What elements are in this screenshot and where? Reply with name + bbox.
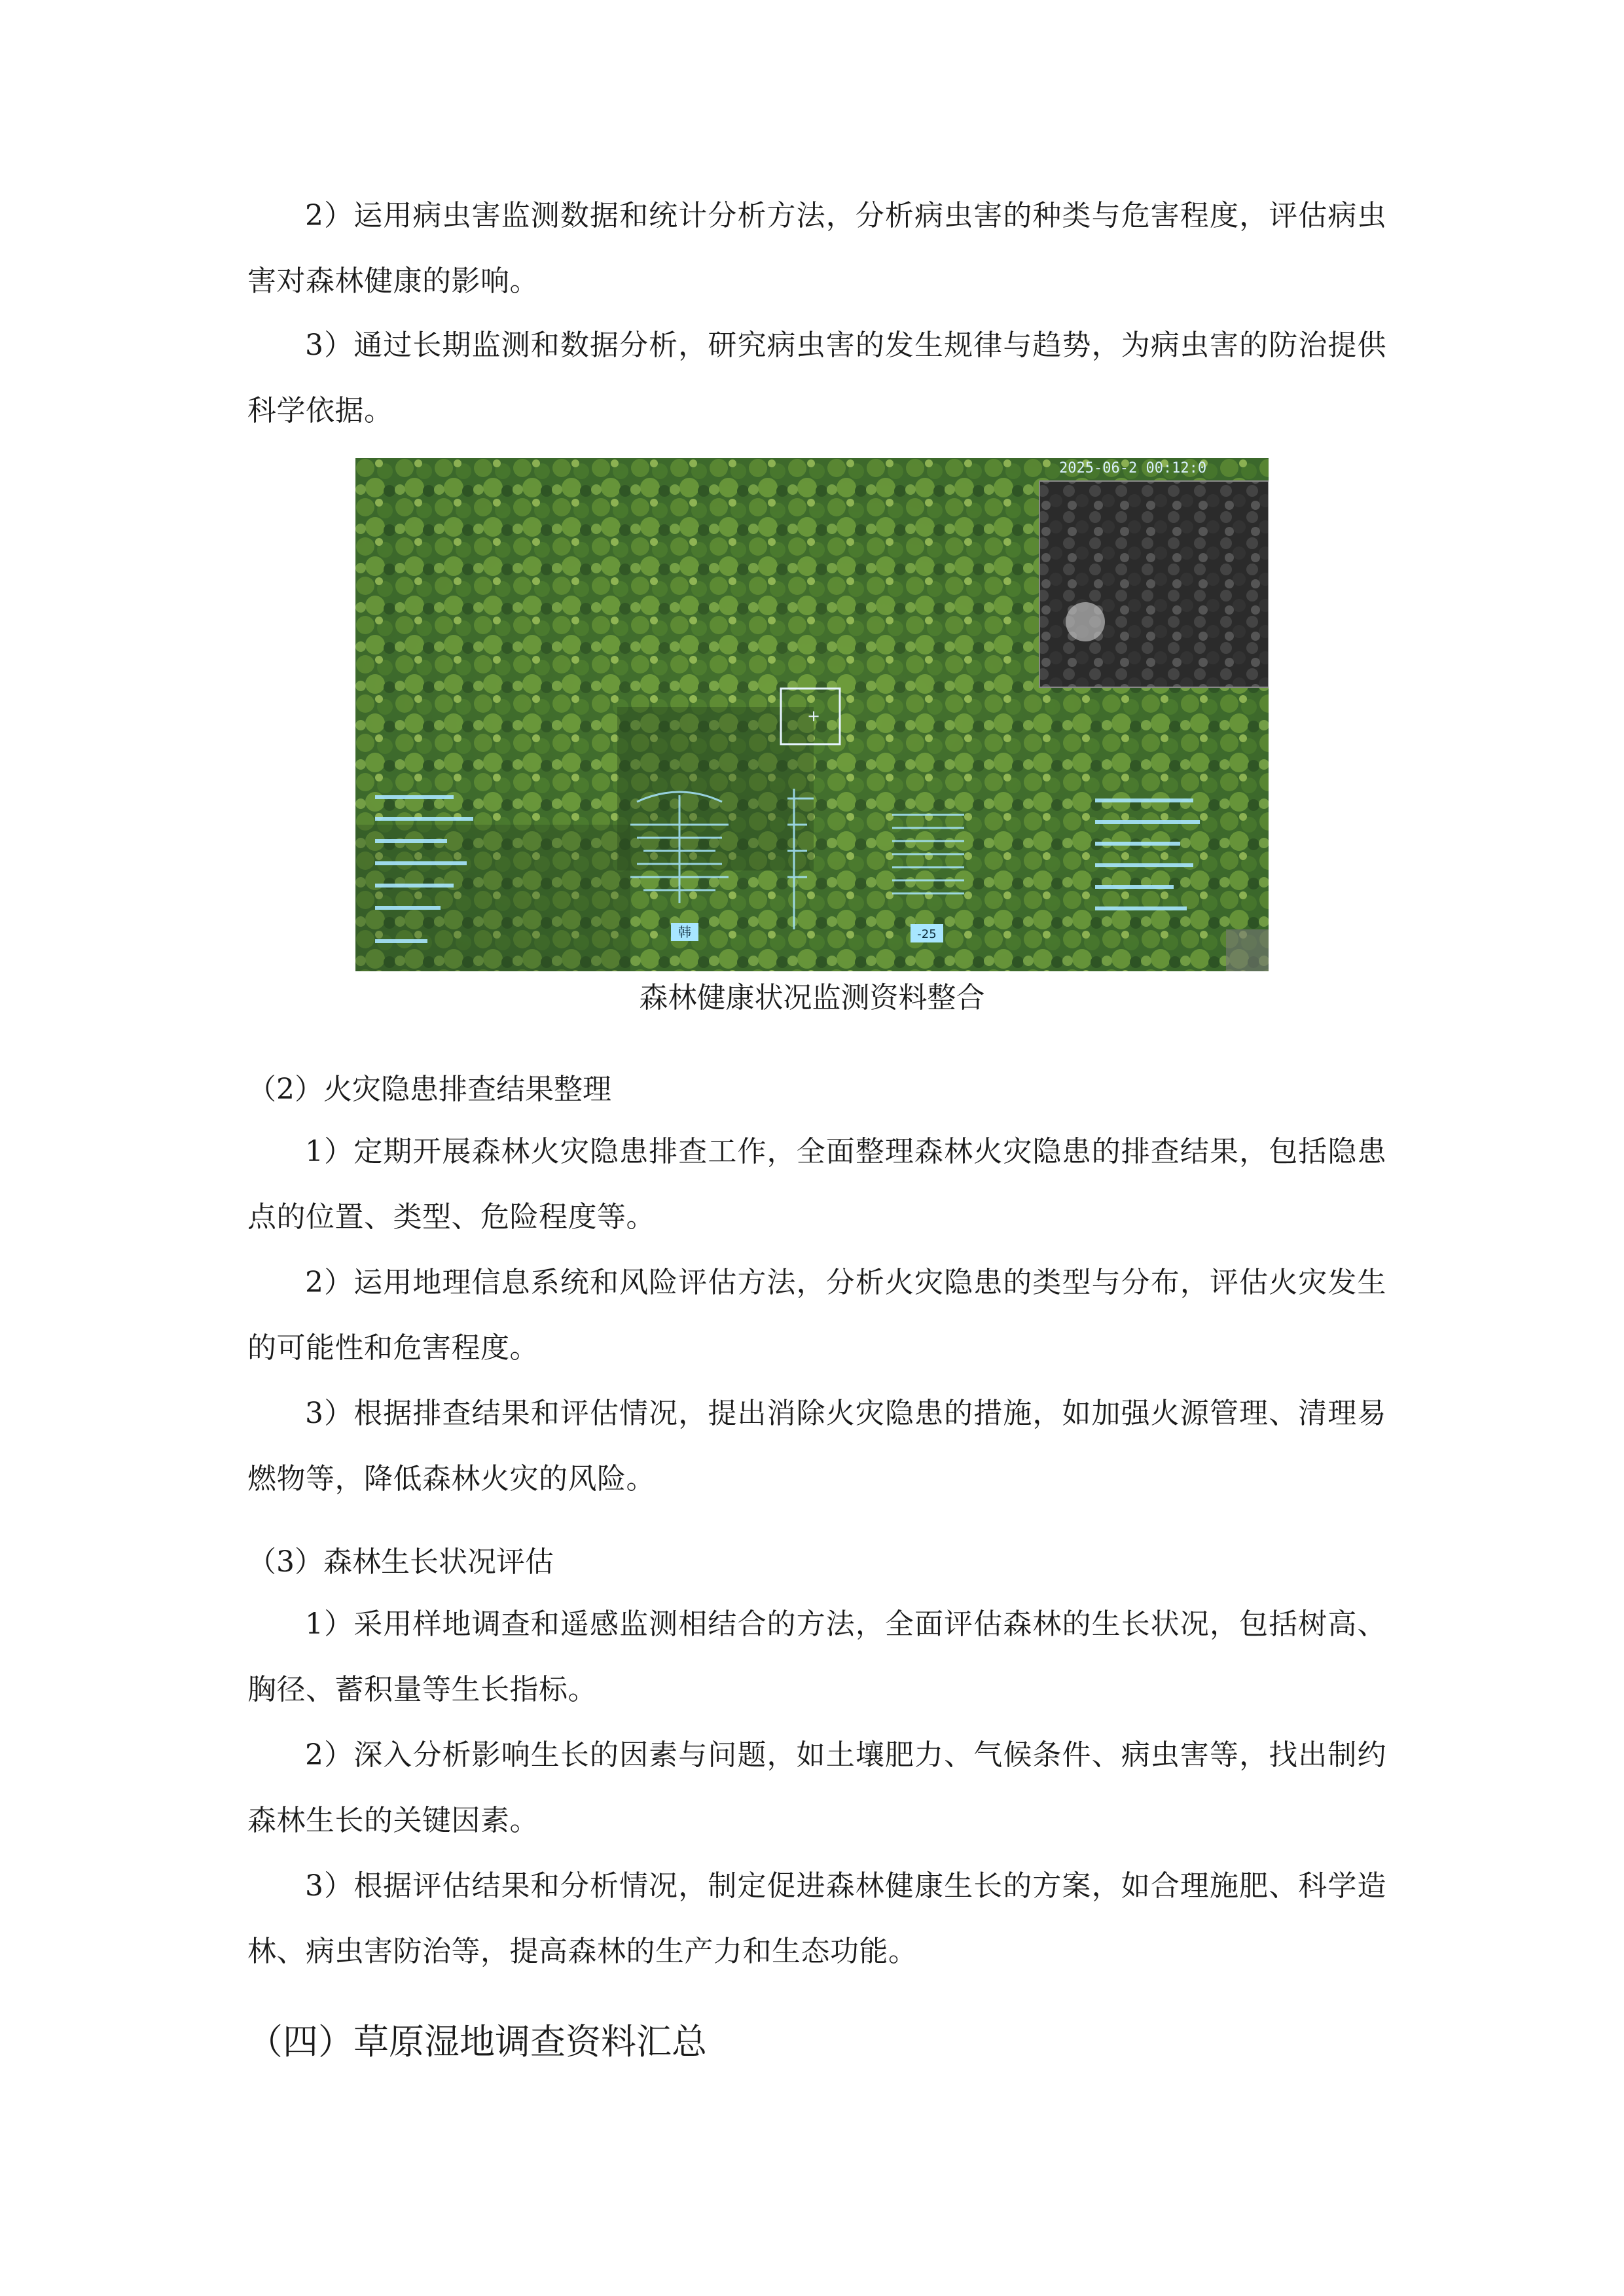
paragraph-fire-1: 1）定期开展森林火灾隐患排查工作，全面整理森林火灾隐患的排查结果，包括隐患点的位置、类型、危险程度等。 xyxy=(247,1135,1386,1234)
section-heading-grassland: （四）草原湿地调查资料汇总 xyxy=(247,2021,707,2062)
hud-badge-right-text: -25 xyxy=(917,927,937,941)
paragraph-growth-3: 3）根据评估结果和分析情况，制定促进森林健康生长的方案，如合理施肥、科学造林、病虫害防治等，提高森林的生产力和生态功能。 xyxy=(247,1869,1386,1968)
thermal-inset xyxy=(1039,460,1269,687)
paragraph-growth-2: 2）深入分析影响生长的因素与问题，如土壤肥力、气候条件、病虫害等，找出制约森林生长的关键因素。 xyxy=(247,1738,1386,1837)
section-heading-growth: （3）森林生长状况评估 xyxy=(247,1545,554,1579)
hud-badge-right xyxy=(911,924,943,942)
hud-badge-left xyxy=(671,923,698,941)
paragraph-fire-2: 2）运用地理信息系统和风险评估方法，分析火灾隐患的类型与分布，评估火灾发生的可能性和危害程度。 xyxy=(247,1266,1386,1365)
figure-caption: 森林健康状况监测资料整合 xyxy=(639,981,985,1014)
paragraph-fire-3: 3）根据排查结果和评估情况，提出消除火灾隐患的措施，如加强火源管理、清理易燃物等，降低森林火灾的风险。 xyxy=(247,1397,1386,1496)
paragraph-pest-2: 2）运用病虫害监测数据和统计分析方法，分析病虫害的种类与危害程度，评估病虫害对森林健康的影响。 xyxy=(247,199,1386,298)
section-heading-fire: （2）火灾隐患排查结果整理 xyxy=(247,1073,611,1106)
forest-drone-image xyxy=(355,458,1269,971)
svg-text:2025-06-2 00:12:0: 2025-06-2 00:12:0 xyxy=(1059,460,1207,476)
paragraph-pest-3: 3）通过长期监测和数据分析，研究病虫害的发生规律与趋势，为病虫害的防治提供科学依据。 xyxy=(247,329,1386,427)
hud-badge-left-text: 韩 xyxy=(678,924,691,940)
svg-text:+: + xyxy=(807,707,821,725)
paragraph-growth-1: 1）采用样地调查和遥感监测相结合的方法，全面评估森林的生长状况，包括树高、胸径、蓄积量等生长指标。 xyxy=(247,1607,1386,1706)
